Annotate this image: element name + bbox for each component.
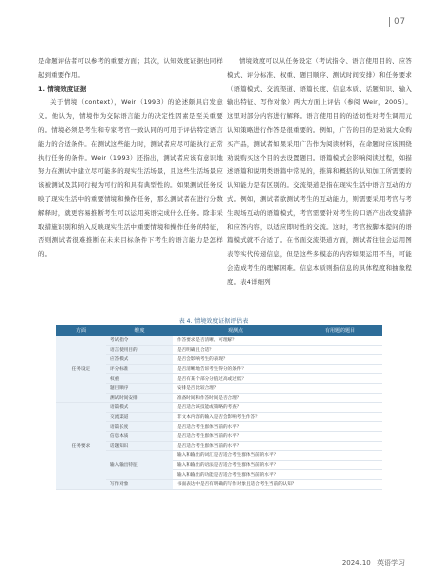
footer — [342, 558, 405, 568]
useful-cell — [298, 383, 382, 393]
dimension-cell: 评分标准 — [106, 364, 173, 374]
useful-cell — [298, 441, 382, 451]
dimension-cell: 写作对象 — [106, 479, 173, 489]
dimension-cell: 交流渠道 — [106, 412, 173, 422]
table-row — [56, 336, 382, 345]
dimension-cell: 话题知识 — [106, 441, 173, 451]
point-cell: 是否明确且合适？ — [173, 345, 298, 355]
useful-cell — [298, 345, 382, 355]
useful-cell — [298, 460, 382, 470]
useful-cell — [298, 336, 382, 345]
useful-cell — [298, 451, 382, 461]
page-number: 07 — [389, 17, 405, 27]
header-dimension: 维度 — [106, 325, 173, 336]
useful-cell — [298, 422, 382, 432]
point-cell: 是否清晰地告诉考生得分的条件？ — [173, 364, 298, 374]
point-cell: 是否适合考生群体当前的水平？ — [173, 431, 298, 441]
point-cell: 准备时间和作答时间是否合理？ — [173, 393, 298, 403]
point-cell: 是否会影响考生的表现？ — [173, 355, 298, 365]
dimension-cell: 权重 — [106, 374, 173, 384]
right-paragraph-1: 情境效度可以从任务设定（考试指令、语言使用目的、应答模式、评分标准、权重、题目顺序、测试时间安排）和任务要求（语篇模式、交流渠道、语篇长度、信息本质、话题知识、输入输出特征、写作对象）两大方面上评估（参阅 Weir，2005）。这里对部分内容进行解释。语言使用目的的适切性对考生调用元认知策略进行作答是很重要的。例如，广告的目的是劝说大众购买产品，测试者如果采用广告作为阅读材料，在命题时应该围绕劝说购买这个目的去设置题目。语篇模式会影响阅读过程，如描述语篇和说明类语篇中常见的，推算和概括的认知加工所需要的认知能力是有区别的。交流渠道是指在现实生活中语言互动的方式。例如，测试者欲测试考生的互动能力，则需要采用考官与考生现场互动的语篇模式，考官需要针对考生的口语产出改变措辞和应答内容，以适应即时性的交流。这时，考官按脚本提问的语篇模式就不合适了。在书面交流渠道方面，测试者往往会运用图表等实代传递信息，但是这些多模态的内容如果运用不当，可能会造成考生的理解困难。信息本质则指信息的具体程度和抽象程度。表4详细列 — [227, 57, 412, 286]
useful-cell — [298, 364, 382, 374]
useful-cell — [298, 479, 382, 489]
right-column — [227, 55, 412, 290]
dimension-cell: 考试指令 — [106, 336, 173, 345]
point-cell: 是否适合考生群体当前的水平？ — [173, 441, 298, 451]
dimension-cell: 题目顺序 — [106, 383, 173, 393]
point-cell: 作答要求是否清晰、可理解？ — [173, 336, 298, 345]
point-cell: 安排是否比较合理？ — [173, 383, 298, 393]
issue-date: 2024.10 — [341, 559, 371, 567]
useful-cell — [298, 412, 382, 422]
point-cell: 是否适合该技能或策略的考查？ — [173, 403, 298, 413]
context-validity-table — [56, 325, 382, 490]
useful-cell — [298, 374, 382, 384]
point-cell: 输入和输出的语法是否适合考生群体当前的水平？ — [173, 460, 298, 470]
useful-cell — [298, 431, 382, 441]
journal-name: 英语学习 — [377, 559, 405, 567]
group-task-setting: 任务设定 — [56, 336, 106, 403]
dimension-cell: 信息本质 — [106, 431, 173, 441]
header-useful: 有用题的题目 — [298, 325, 382, 336]
left-column — [38, 55, 223, 262]
header-point: 观测点 — [173, 325, 298, 336]
point-cell: 书面表达中是否有明确的写作对象且适合考生当前的认知？ — [173, 479, 298, 489]
table-row — [56, 403, 382, 413]
point-cell: 输入和输出的词汇是否适合考生群体当前的水平？ — [173, 451, 298, 461]
point-cell: 非文本内容的输入是否会影响考生作答？ — [173, 412, 298, 422]
group-task-demand: 任务要求 — [56, 403, 106, 489]
dimension-cell: 语篇长度 — [106, 422, 173, 432]
point-cell: 是否有某个部分分值过高或过低？ — [173, 374, 298, 384]
header-aspect: 方面 — [56, 325, 106, 336]
useful-cell — [298, 393, 382, 403]
table-caption: 表 4. 情境效度证据评估表 — [178, 318, 249, 325]
point-cell: 是否适合考生群体当前的水平？ — [173, 422, 298, 432]
dimension-cell: 应答模式 — [106, 355, 173, 365]
table-header-row — [56, 325, 382, 336]
dimension-cell: 语篇模式 — [106, 403, 173, 413]
dimension-cell: 语言使用目的 — [106, 345, 173, 355]
left-paragraph-2: 关于情境（context），Weir（1993）的论述颇具启发意义。他认为，情境作为交际语言能力的决定性因素是至关重要的。情境必须是考生和专家考官一致认同的可用于评估特定语言能力的合适条件。在测试这些能力时，测试者应尽可能执行正常执行任务的条件。Weir（1993）还指出，测试者应该有意识地努力在测试中建立尽可能多的现实生活场景，且这些生活场景应该被测试及其同行视为可行的和具有典型性的。如果测试任务反映了现实生活中的重要情境和操作任务，那么测试者在进行分数解释时，就更容易推断考生可以运用英语完成什么任务。除非采取措施识别和纳入反映现实生活中重要情境和操作任务的特征，否则测试者很难推断在未来目标条件下考生的语言能力是怎样的。 — [38, 98, 223, 259]
section-heading: 1. 情境效度证据 — [38, 84, 87, 93]
point-cell: 输入和输出的功能是否适合考生群体当前的水平？ — [173, 470, 298, 480]
left-paragraph-1: 是命题评估者可以参考的重要方面；其次，认知效度证据也同样起到重要作用。 — [38, 57, 223, 79]
useful-cell — [298, 403, 382, 413]
useful-cell — [298, 470, 382, 480]
dimension-cell: 测试时间安排 — [106, 393, 173, 403]
dimension-cell: 输入输出特征 — [106, 451, 173, 480]
useful-cell — [298, 355, 382, 365]
